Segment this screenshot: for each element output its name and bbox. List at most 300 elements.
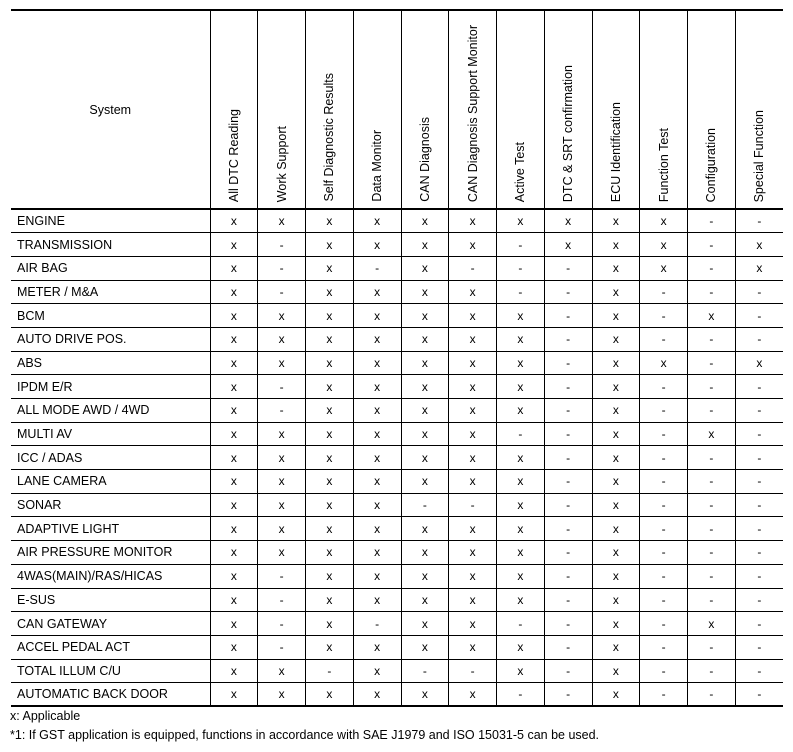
function-cell: - [640,327,688,351]
function-cell: x [401,256,449,280]
function-cell: x [592,446,640,470]
function-cell: x [592,541,640,565]
gst-footnote: *1: If GST application is equipped, functions in accordance with SAE J1979 and ISO 15031-5 can be used. [10,728,600,742]
system-name: ICC / ADAS [11,446,210,470]
function-cell: - [640,683,688,707]
function-cell: x [401,683,449,707]
column-header [210,10,258,209]
function-cell: - [688,470,736,494]
column-header-wrap [306,11,353,208]
function-cell: - [306,659,354,683]
function-cell: - [735,659,783,683]
function-cell: x [497,517,545,541]
table-row [11,588,783,612]
function-cell: - [735,280,783,304]
function-cell: x [497,493,545,517]
function-cell: x [258,493,306,517]
function-cell: x [258,446,306,470]
function-cell: x [230,379,237,394]
function-cell: x [449,304,497,328]
column-header-wrap [593,11,640,208]
function-cell: x [497,304,545,328]
function-cell: - [353,612,401,636]
table-row [11,304,783,328]
function-cell: x [306,256,354,280]
function-cell: x [230,355,237,370]
function-cell: - [640,280,688,304]
function-cell: x [230,450,237,465]
function-cell: - [497,256,545,280]
function-cell: - [735,493,783,517]
function-cell: x [640,351,688,375]
function-cell: x [592,280,640,304]
function-cell: x [401,422,449,446]
function-cell: x [401,635,449,659]
column-header-label: Work Support [274,125,289,202]
function-cell: - [640,588,688,612]
system-name: ENGINE [11,209,210,233]
function-cell: x [353,470,401,494]
function-cell: x [497,375,545,399]
function-cell: x [640,209,688,233]
function-cell: x [592,564,640,588]
function-cell: - [735,683,783,707]
system-name: AIR BAG [11,256,210,280]
function-cell: x [449,280,497,304]
function-cell: x [449,446,497,470]
table-row [11,612,783,636]
table-row [11,327,783,351]
function-cell: x [230,237,237,252]
function-cell: x [306,351,354,375]
function-cell: - [735,635,783,659]
function-cell: x [592,588,640,612]
function-cell: x [353,422,401,446]
function-cell: x [230,545,237,560]
column-header [353,10,401,209]
function-cell: x [592,375,640,399]
function-cell: x [306,541,354,565]
function-cell: x [592,470,640,494]
function-cell: - [544,564,592,588]
function-cell: x [306,209,354,233]
function-cell: x [230,521,237,536]
system-name: E-SUS [11,588,210,612]
function-cell: - [688,446,736,470]
table-row [11,541,783,565]
system-name: ADAPTIVE LIGHT [11,517,210,541]
function-cell: x [306,304,354,328]
function-cell: - [401,493,449,517]
system-name: ALL MODE AWD / 4WD [11,399,210,423]
function-cell: x [592,351,640,375]
function-cell: - [688,564,736,588]
function-cell: x [401,399,449,423]
function-cell: - [544,683,592,707]
function-cell: x [449,564,497,588]
function-cell: x [353,541,401,565]
table-row [11,517,783,541]
table-row [11,493,783,517]
function-cell: x [401,588,449,612]
function-cell: x [230,498,237,513]
function-cell: x [640,233,688,257]
diagnosis-function-table [11,9,783,707]
column-header-wrap [258,11,305,208]
system-name: TOTAL ILLUM C/U [11,659,210,683]
function-cell: - [688,541,736,565]
column-header [688,10,736,209]
system-name: IPDM E/R [11,375,210,399]
function-cell: - [688,493,736,517]
function-cell: - [735,517,783,541]
function-cell: x [258,659,306,683]
function-cell: x [258,351,306,375]
function-cell: x [592,304,640,328]
function-cell: - [640,399,688,423]
function-cell: - [688,683,736,707]
table-row [11,635,783,659]
table-row [11,399,783,423]
column-header-label: DTC & SRT confirmation [560,64,575,202]
function-cell: - [258,588,306,612]
function-cell: - [544,541,592,565]
function-cell: - [688,233,736,257]
function-cell: - [449,493,497,517]
function-cell: - [735,564,783,588]
function-cell: x [401,375,449,399]
function-cell: x [592,683,640,707]
function-cell: - [544,375,592,399]
function-cell: - [640,470,688,494]
function-cell: - [688,517,736,541]
system-name: ABS [11,351,210,375]
function-cell: x [592,612,640,636]
function-cell: x [306,422,354,446]
function-cell: x [497,659,545,683]
function-cell: - [544,612,592,636]
function-cell: x [353,588,401,612]
function-cell: x [449,588,497,612]
function-cell: x [306,280,354,304]
function-cell: x [306,233,354,257]
column-header-label: ECU Identification [608,101,623,202]
function-cell: x [353,683,401,707]
function-cell: - [735,327,783,351]
function-cell: x [497,327,545,351]
function-cell: - [640,422,688,446]
column-header [401,10,449,209]
function-cell: x [230,308,237,323]
function-cell: x [230,569,237,584]
function-cell: x [306,399,354,423]
table-row [11,209,783,233]
function-cell: - [688,209,736,233]
function-cell: - [544,280,592,304]
function-cell: x [497,446,545,470]
function-cell: x [497,470,545,494]
function-cell: - [735,446,783,470]
function-cell: - [640,659,688,683]
function-cell: x [230,474,237,489]
function-cell: x [735,256,783,280]
table-row [11,683,783,707]
table-row [11,256,783,280]
function-cell: - [735,422,783,446]
function-cell: x [353,280,401,304]
function-cell: x [401,612,449,636]
table-row [11,233,783,257]
function-cell: x [401,541,449,565]
function-cell: x [306,564,354,588]
function-cell: x [353,493,401,517]
column-header-wrap [211,11,258,208]
function-cell: - [544,256,592,280]
function-cell: x [401,446,449,470]
function-cell: - [688,588,736,612]
function-cell: x [449,541,497,565]
function-cell: - [735,470,783,494]
function-cell: - [544,351,592,375]
function-cell: - [735,209,783,233]
function-cell: x [497,635,545,659]
column-header-label: Active Test [513,141,528,202]
function-cell: x [230,332,237,347]
column-header-wrap [402,11,449,208]
function-cell: x [688,422,736,446]
function-cell: - [258,399,306,423]
column-header-wrap [736,11,783,208]
function-cell: - [688,256,736,280]
column-header-label: Self Diagnostic Results [322,73,337,202]
function-cell: x [306,493,354,517]
system-name: AIR PRESSURE MONITOR [11,541,210,565]
function-cell: - [497,233,545,257]
column-header [306,10,354,209]
function-cell: - [544,659,592,683]
function-cell: - [497,612,545,636]
column-header-wrap [449,11,496,208]
function-cell: - [258,233,306,257]
function-cell: x [449,470,497,494]
system-name: AUTO DRIVE POS. [11,327,210,351]
function-cell: - [544,517,592,541]
function-cell: - [258,612,306,636]
function-cell: x [353,327,401,351]
legend-note: x: Applicable [10,709,81,723]
function-cell: x [353,564,401,588]
function-cell: x [230,687,237,702]
function-cell: x [449,683,497,707]
table-row [11,564,783,588]
function-cell: - [735,541,783,565]
function-cell: - [640,446,688,470]
function-cell: - [735,612,783,636]
function-cell: x [353,209,401,233]
function-cell: - [544,422,592,446]
system-name: METER / M&A [11,280,210,304]
column-header [449,10,497,209]
function-cell: - [688,280,736,304]
function-cell: x [497,541,545,565]
column-header [735,10,783,209]
function-cell: - [449,659,497,683]
function-cell: x [592,493,640,517]
function-cell: x [230,427,237,442]
function-cell: x [401,209,449,233]
system-name: 4WAS(MAIN)/RAS/HICAS [11,564,210,588]
function-cell: - [735,375,783,399]
column-header-label: All DTC Reading [226,108,241,202]
column-header-label: Function Test [656,127,671,202]
function-cell: - [258,280,306,304]
function-cell: - [688,659,736,683]
table-row [11,351,783,375]
function-cell: x [544,209,592,233]
function-cell: x [353,375,401,399]
function-cell: x [735,233,783,257]
table-row [11,470,783,494]
function-cell: x [306,470,354,494]
function-cell: x [353,351,401,375]
function-cell: - [544,446,592,470]
function-cell: x [449,327,497,351]
function-cell: - [640,612,688,636]
function-cell: x [401,233,449,257]
function-cell: x [640,256,688,280]
column-header-wrap [640,11,687,208]
function-cell: - [497,280,545,304]
function-cell: - [544,635,592,659]
table-row [11,659,783,683]
function-cell: x [449,612,497,636]
table-body [11,209,783,706]
function-cell: x [258,517,306,541]
function-cell: x [353,233,401,257]
system-name: BCM [11,304,210,328]
function-cell: x [258,683,306,707]
function-cell: - [258,375,306,399]
function-cell: - [353,256,401,280]
function-cell: x [306,612,354,636]
column-header [640,10,688,209]
function-cell: x [449,209,497,233]
system-name: SONAR [11,493,210,517]
function-cell: x [592,517,640,541]
function-cell: x [230,592,237,607]
function-cell: x [592,256,640,280]
function-cell: x [401,351,449,375]
function-cell: x [401,564,449,588]
function-cell: - [735,399,783,423]
column-header [497,10,545,209]
function-cell: - [497,683,545,707]
function-cell: - [640,304,688,328]
column-header-wrap [688,11,735,208]
column-header [544,10,592,209]
function-cell: x [230,616,237,631]
function-cell: - [544,588,592,612]
function-cell: x [449,399,497,423]
function-cell: x [401,470,449,494]
function-cell: - [258,564,306,588]
function-cell: x [230,403,237,418]
column-header-label: Special Function [752,109,767,202]
function-cell: - [688,399,736,423]
function-cell: - [640,375,688,399]
function-cell: x [497,564,545,588]
function-cell: x [353,399,401,423]
function-cell: x [544,233,592,257]
column-header-wrap [497,11,544,208]
system-name: TRANSMISSION [11,233,210,257]
function-cell: x [449,233,497,257]
function-cell: x [688,304,736,328]
column-header-wrap [545,11,592,208]
function-cell: x [592,635,640,659]
function-cell: - [640,517,688,541]
function-cell: x [230,284,237,299]
column-header-label: CAN Diagnosis [417,117,432,202]
function-cell: - [640,493,688,517]
function-cell: - [640,541,688,565]
table-header-row [11,10,783,209]
system-name: MULTI AV [11,422,210,446]
function-cell: x [230,663,237,678]
function-cell: x [306,588,354,612]
function-cell: x [592,659,640,683]
function-cell: x [306,635,354,659]
function-cell: x [353,517,401,541]
function-cell: - [497,422,545,446]
column-header-wrap [354,11,401,208]
function-cell: - [258,256,306,280]
function-cell: - [544,470,592,494]
function-cell: x [258,470,306,494]
function-cell: x [497,351,545,375]
function-cell: x [306,446,354,470]
function-cell: x [497,209,545,233]
function-cell: - [735,304,783,328]
column-header-label: Data Monitor [369,130,384,202]
function-cell: - [258,635,306,659]
function-cell: x [353,659,401,683]
function-cell: x [306,683,354,707]
function-cell: x [401,517,449,541]
function-cell: - [640,635,688,659]
function-cell: x [592,327,640,351]
table-row [11,422,783,446]
function-cell: x [592,422,640,446]
function-cell: - [544,327,592,351]
function-cell: x [258,209,306,233]
function-cell: - [544,493,592,517]
function-cell: x [449,517,497,541]
system-name: AUTOMATIC BACK DOOR [11,683,210,707]
function-cell: x [353,635,401,659]
function-cell: - [544,399,592,423]
system-name: CAN GATEWAY [11,612,210,636]
function-cell: x [306,517,354,541]
column-header [592,10,640,209]
system-column-header: System [11,10,210,209]
function-cell: - [401,659,449,683]
function-cell: x [230,640,237,655]
function-cell: x [306,375,354,399]
function-cell: - [688,635,736,659]
function-cell: x [592,399,640,423]
function-cell: x [592,209,640,233]
